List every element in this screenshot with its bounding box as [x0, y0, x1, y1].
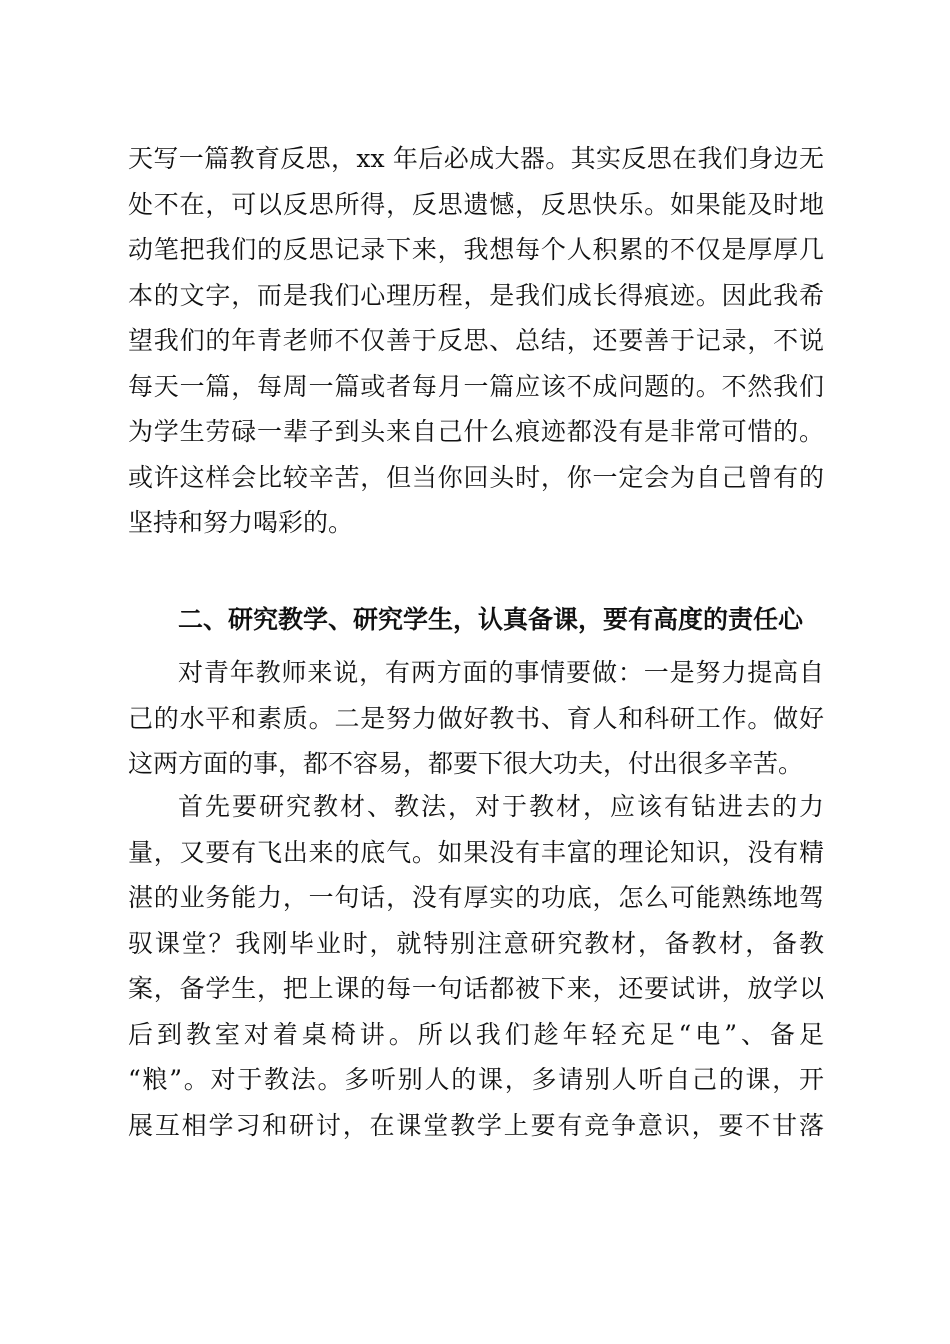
text-line: 对青年教师来说，有两方面的事情要做：一是努力提高自	[178, 658, 824, 687]
text-line: “粮”。对于教法。多听别人的课，多请别人听自己的课，开	[128, 1065, 824, 1094]
section-heading-block	[128, 597, 824, 643]
section-heading: 二、研究教学、研究学生，认真备课，要有高度的责任心	[178, 605, 804, 634]
text-line: 处不在，可以反思所得，反思遗憾，反思快乐。如果能及时地	[128, 189, 824, 219]
text-line: 己的水平和素质。二是努力做好教书、育人和科研工作。做好	[128, 703, 824, 733]
text-line: 望我们的年青老师不仅善于反思、总结，还要善于记录，不说	[128, 326, 824, 355]
text-line: 坚持和努力喝彩的。	[128, 508, 354, 537]
text-line: 驭课堂？我刚毕业时，就特别注意研究教材，备教材，备教	[128, 928, 824, 958]
text-line: 每天一篇，每周一篇或者每月一篇应该不成问题的。不然我们	[128, 371, 824, 401]
paragraph-teaching-materials	[128, 784, 824, 1148]
text-line: 天写一篇教育反思，xx 年后必成大器。其实反思在我们身边无	[128, 144, 824, 173]
text-line: 这两方面的事，都不容易，都要下很大功夫，付出很多辛苦。	[128, 749, 804, 778]
text-line: 量，又要有飞出来的底气。如果没有丰富的理论知识，没有精	[128, 837, 824, 867]
text-line: 本的文字，而是我们心理历程，是我们成长得痕迹。因此我希	[128, 280, 824, 310]
text-line: 湛的业务能力，一句话，没有厚实的功底，怎么可能熟练地驾	[128, 883, 824, 912]
text-line: 展互相学习和研讨，在课堂教学上要有竞争意识，要不甘落	[128, 1110, 824, 1140]
paragraph-reflection	[128, 136, 824, 546]
paragraph-young-teachers	[128, 650, 824, 787]
text-line: 首先要研究教材、教法，对于教材，应该有钻进去的力	[178, 792, 824, 821]
text-line: 动笔把我们的反思记录下来，我想每个人积累的不仅是厚厚几	[128, 235, 824, 264]
text-line: 为学生劳碌一辈子到头来自己什么痕迹都没有是非常可惜的。	[128, 417, 824, 446]
text-line: 或许这样会比较辛苦，但当你回头时，你一定会为自己曾有的	[128, 462, 824, 492]
text-line: 案，备学生，把上课的每一句话都被下来，还要试讲，放学以	[128, 974, 824, 1003]
text-line: 后到教室对着桌椅讲。所以我们趁年轻充足“电”、备足	[128, 1019, 824, 1049]
